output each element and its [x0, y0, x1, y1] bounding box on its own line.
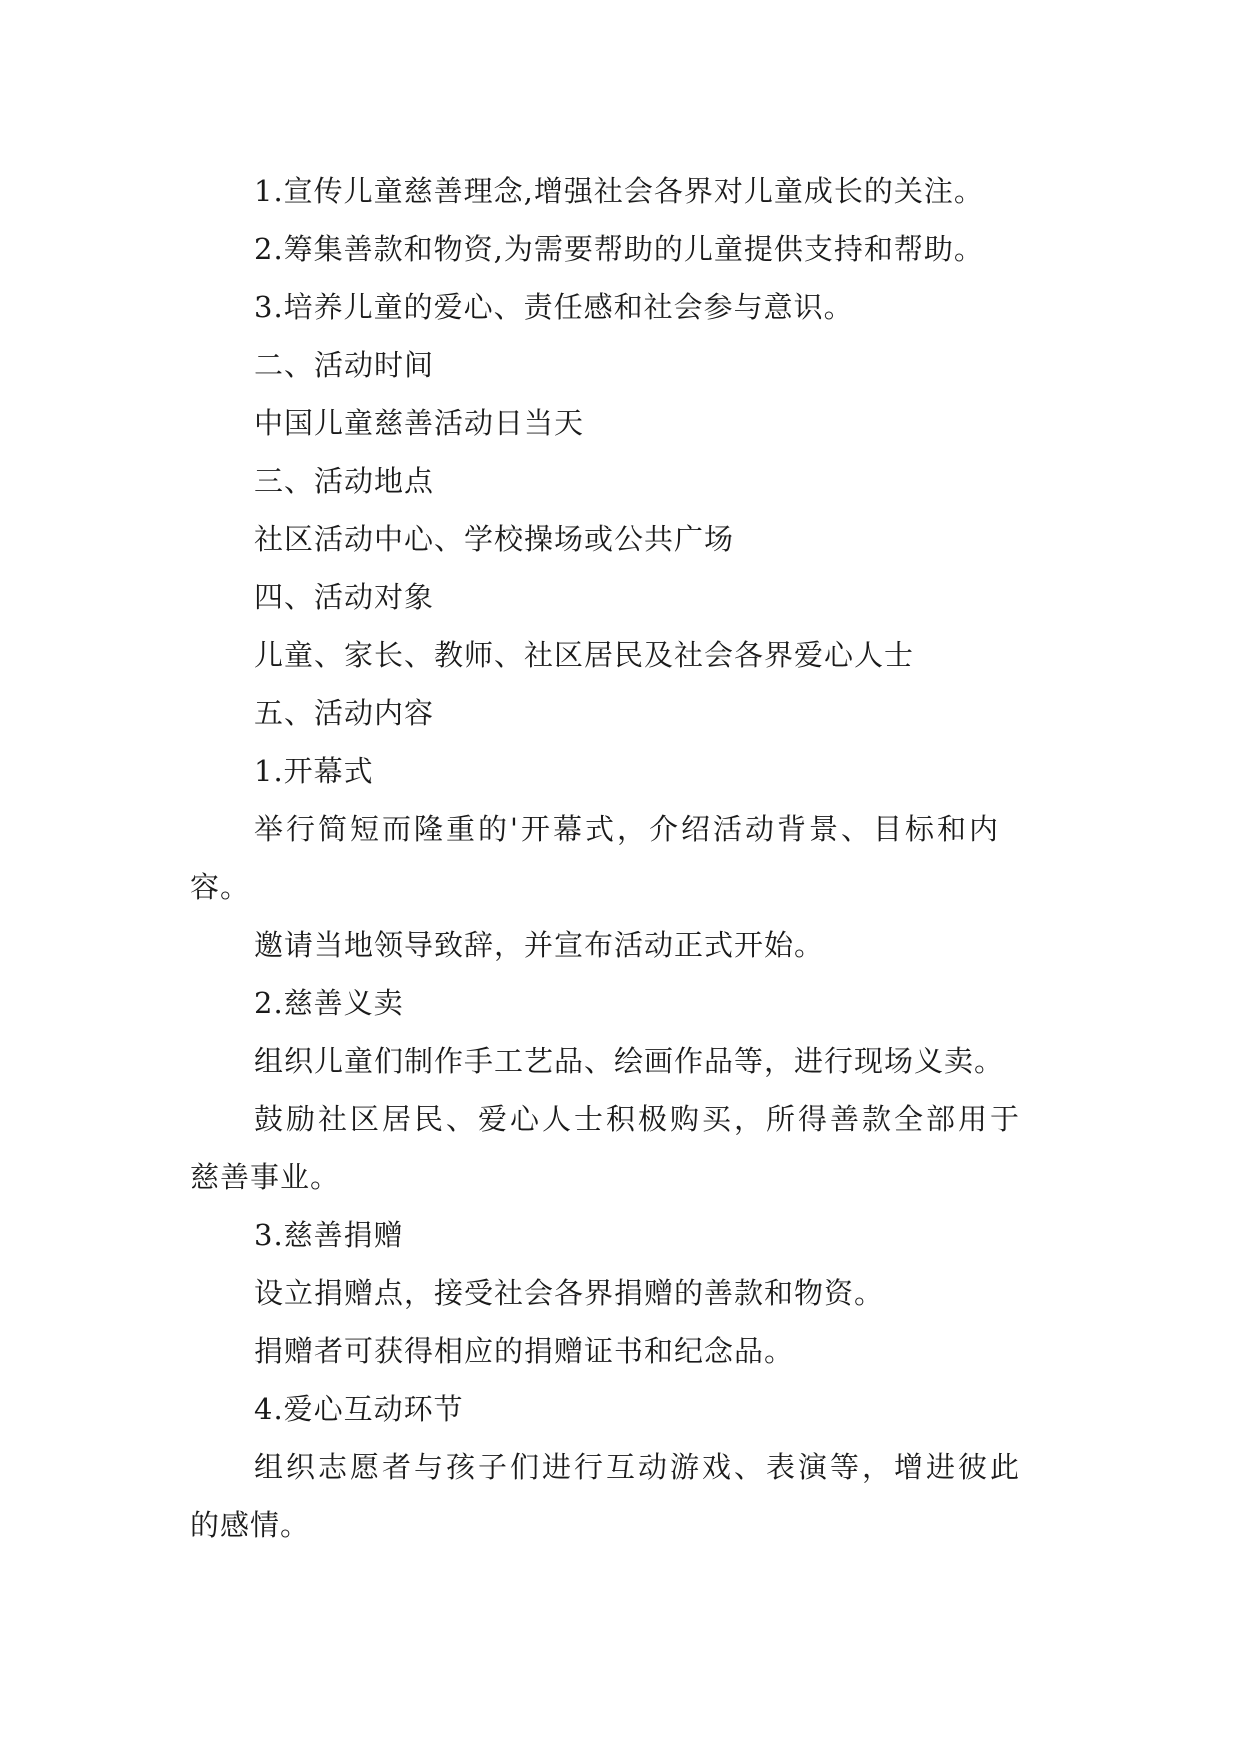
paragraph-purchase-line-1: 鼓励社区居民、爱心人士积极购买，所得善款全部用于: [254, 1102, 1023, 1136]
list-item-goal-1: 1.宣传儿童慈善理念,增强社会各界对儿童成长的关注。: [254, 174, 984, 208]
list-item-goal-3: 3.培养儿童的爱心、责任感和社会参与意识。: [254, 290, 854, 324]
paragraph-interaction-line-2: 的感情。: [190, 1508, 311, 1542]
list-item-goal-2: 2.筹集善款和物资,为需要帮助的儿童提供支持和帮助。: [254, 232, 984, 266]
subheading-donation: 3.慈善捐赠: [254, 1218, 404, 1252]
paragraph-time: 中国儿童慈善活动日当天: [254, 406, 585, 440]
subheading-interaction: 4.爱心互动环节: [254, 1392, 464, 1426]
paragraph-opening-line-1: 举行简短而隆重的'开幕式，介绍活动背景、目标和内: [254, 812, 1001, 846]
subheading-charity-sale: 2.慈善义卖: [254, 986, 404, 1020]
section-heading-audience: 四、活动对象: [254, 580, 435, 614]
section-heading-content: 五、活动内容: [254, 696, 435, 730]
paragraph-donation-point: 设立捐赠点，接受社会各界捐赠的善款和物资。: [254, 1276, 885, 1310]
paragraph-location: 社区活动中心、学校操场或公共广场: [254, 522, 735, 556]
paragraph-charity-sale: 组织儿童们制作手工艺品、绘画作品等，进行现场义卖。: [254, 1044, 1005, 1078]
paragraph-donation-certificate: 捐赠者可获得相应的捐赠证书和纪念品。: [254, 1334, 795, 1368]
paragraph-audience: 儿童、家长、教师、社区居民及社会各界爱心人士: [254, 638, 915, 672]
paragraph-interaction-line-1: 组织志愿者与孩子们进行互动游戏、表演等，增进彼此: [254, 1450, 1023, 1484]
section-heading-location: 三、活动地点: [254, 464, 435, 498]
paragraph-purchase-line-2: 慈善事业。: [190, 1160, 341, 1194]
subheading-opening: 1.开幕式: [254, 754, 374, 788]
paragraph-opening-speech: 邀请当地领导致辞，并宣布活动正式开始。: [254, 928, 825, 962]
section-heading-time: 二、活动时间: [254, 348, 435, 382]
paragraph-opening-line-2: 容。: [190, 870, 251, 904]
document-body: [190, 162, 1070, 1554]
